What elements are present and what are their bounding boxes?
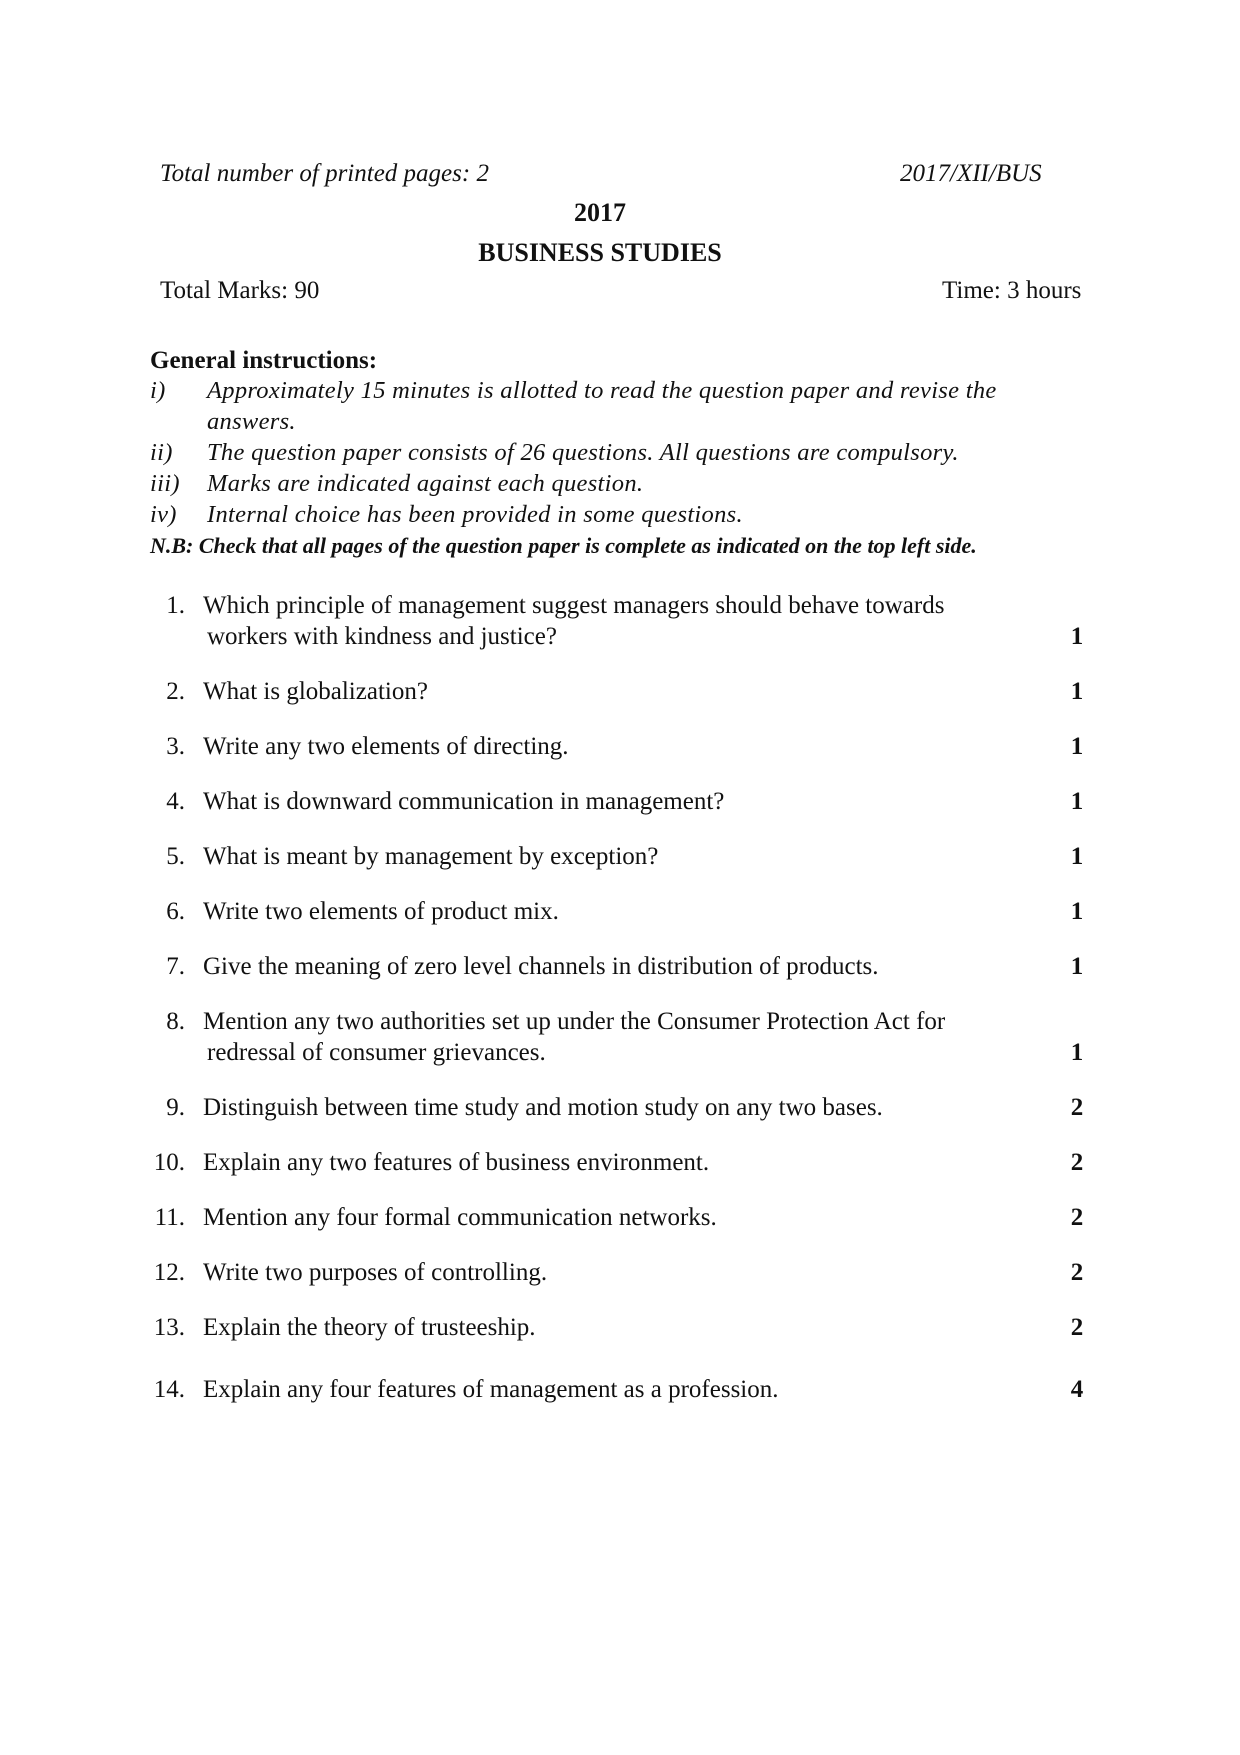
nb-note: N.B: Check that all pages of the question paper is complete as indicated on the top left side. [150, 533, 977, 558]
total-marks: Total Marks: 90 [160, 277, 320, 304]
question-text: Mention any two authorities set up under the Consumer Protection Act for [203, 1008, 946, 1035]
question-text: Explain any two features of business environment. [203, 1149, 710, 1176]
question-text: Distinguish between time study and motion study on any two bases. [203, 1094, 883, 1121]
question-number: 4. [166, 788, 185, 815]
question-marks: 1 [1070, 898, 1084, 925]
question-text: workers with kindness and justice? [207, 623, 557, 650]
question-number: 9. [166, 1094, 185, 1121]
question-number: 14. [153, 1376, 185, 1403]
question-marks: 4 [1070, 1376, 1084, 1403]
instruction-text: answers. [207, 408, 296, 435]
instruction-text: The question paper consists of 26 questions. All questions are compulsory. [207, 439, 959, 466]
question-marks: 2 [1070, 1259, 1084, 1286]
question-text: Which principle of management suggest managers should behave towards [203, 592, 945, 619]
question-number: 12. [153, 1259, 185, 1286]
paper-code: 2017/XII/BUS [900, 160, 1042, 187]
question-marks: 1 [1070, 678, 1084, 705]
question-marks: 1 [1070, 953, 1084, 980]
question-text: Give the meaning of zero level channels in distribution of products. [203, 953, 879, 980]
exam-year: 2017 [574, 198, 626, 227]
question-text: Explain the theory of trusteeship. [203, 1314, 536, 1341]
question-text: redressal of consumer grievances. [207, 1039, 546, 1066]
question-number: 8. [166, 1008, 185, 1035]
question-number: 11. [154, 1204, 185, 1231]
question-marks: 2 [1070, 1094, 1084, 1121]
instruction-num: iv) [150, 501, 177, 528]
question-marks: 1 [1070, 843, 1084, 870]
instruction-num: i) [150, 377, 166, 404]
question-number: 13. [153, 1314, 185, 1341]
question-text: Explain any four features of management as a profession. [203, 1376, 779, 1403]
question-number: 6. [166, 898, 185, 925]
question-marks: 1 [1070, 788, 1084, 815]
instruction-text: Marks are indicated against each question. [207, 470, 644, 497]
question-text: Write two purposes of controlling. [203, 1259, 548, 1286]
question-marks: 2 [1070, 1204, 1084, 1231]
question-marks: 2 [1070, 1314, 1084, 1341]
question-number: 7. [166, 953, 185, 980]
question-text: What is meant by management by exception? [203, 843, 659, 870]
question-number: 1. [166, 592, 185, 619]
question-marks: 1 [1070, 1039, 1084, 1066]
instruction-text: Approximately 15 minutes is allotted to read the question paper and revise the [207, 377, 997, 404]
question-marks: 1 [1070, 623, 1084, 650]
printed-pages-note: Total number of printed pages: 2 [160, 160, 489, 187]
instructions-title: General instructions: [150, 347, 378, 374]
question-marks: 1 [1070, 733, 1084, 760]
instruction-text: Internal choice has been provided in some questions. [207, 501, 743, 528]
question-text: What is globalization? [203, 678, 428, 705]
time-allowed: Time: 3 hours [942, 277, 1082, 304]
question-text: What is downward communication in management? [203, 788, 725, 815]
question-number: 2. [166, 678, 185, 705]
question-number: 3. [166, 733, 185, 760]
question-number: 5. [166, 843, 185, 870]
question-marks: 2 [1070, 1149, 1084, 1176]
instruction-num: ii) [150, 439, 173, 466]
instruction-num: iii) [150, 470, 180, 497]
question-text: Write any two elements of directing. [203, 733, 569, 760]
question-number: 10. [153, 1149, 185, 1176]
subject-title: BUSINESS STUDIES [478, 238, 722, 267]
question-text: Write two elements of product mix. [203, 898, 559, 925]
question-text: Mention any four formal communication networks. [203, 1204, 717, 1231]
